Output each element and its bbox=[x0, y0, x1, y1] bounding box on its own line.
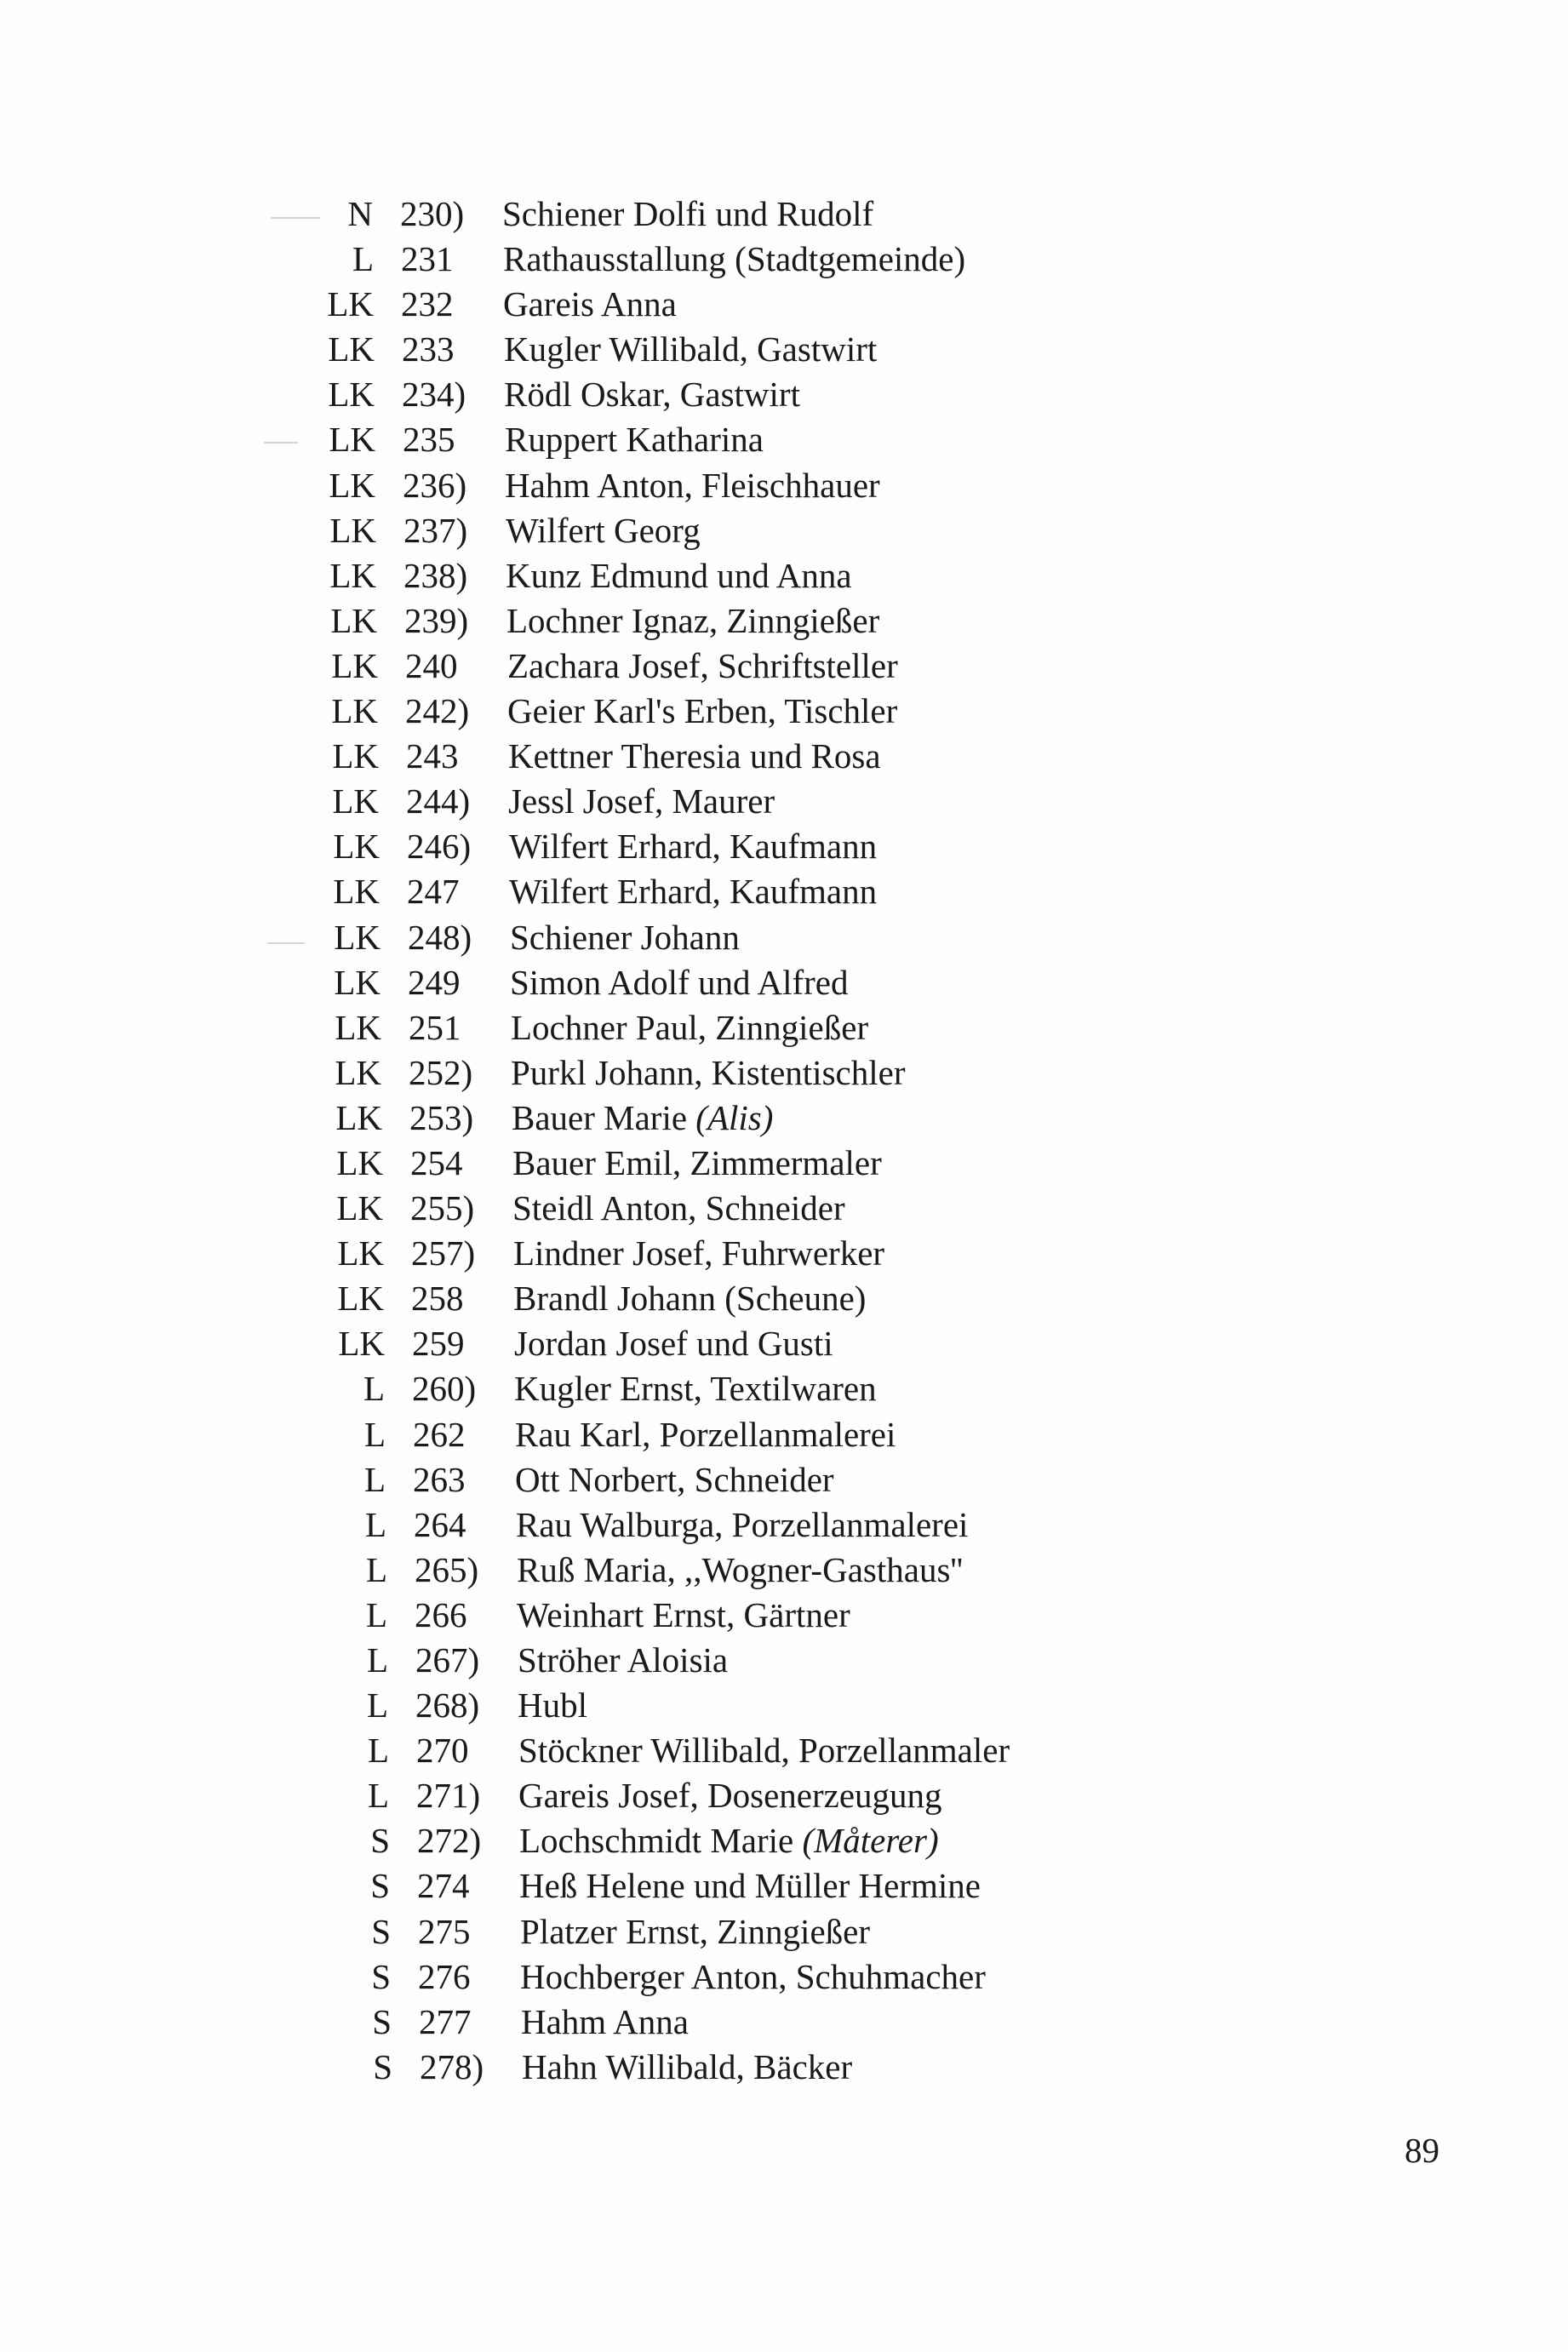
entry-number: 247 bbox=[407, 872, 460, 912]
entry-number: 268) bbox=[415, 1685, 480, 1725]
entry-row bbox=[10, 1186, 1568, 1231]
entry-row bbox=[16, 1728, 1568, 1773]
entry-row bbox=[11, 1276, 1568, 1321]
entry-name bbox=[509, 824, 877, 869]
entry-name bbox=[512, 1186, 845, 1231]
entry-code: L bbox=[366, 1685, 388, 1725]
entry-name-text: Brandl Johann (Scheune) bbox=[513, 1279, 867, 1319]
entry-name bbox=[506, 508, 701, 553]
entry-row bbox=[3, 508, 1568, 553]
entry-name bbox=[514, 1366, 877, 1411]
entry-name-text: Schiener Johann bbox=[510, 917, 740, 957]
entry-row bbox=[2, 327, 1568, 372]
entry-code: LK bbox=[333, 827, 380, 867]
page-number: 89 bbox=[1405, 2131, 1439, 2170]
entry-name bbox=[502, 192, 873, 237]
entry-code: L bbox=[367, 1731, 389, 1771]
entry-row bbox=[12, 1366, 1568, 1411]
entry-code: LK bbox=[335, 1052, 381, 1092]
entry-name-text: Platzer Ernst, Zinngießer bbox=[520, 1911, 871, 1951]
entry-number: 272) bbox=[417, 1821, 482, 1861]
entry-number: 270 bbox=[416, 1731, 469, 1771]
entry-code: L bbox=[366, 1640, 388, 1680]
entry-name-text: Rödl Oskar, Gastwirt bbox=[504, 375, 800, 415]
entry-name bbox=[508, 779, 775, 824]
entry-code: L bbox=[363, 1369, 385, 1409]
entry-name-text: Ströher Aloisia bbox=[518, 1640, 729, 1680]
entry-name bbox=[510, 915, 740, 960]
entry-name bbox=[514, 1321, 833, 1366]
entry-row bbox=[4, 598, 1568, 644]
entry-number: 244) bbox=[406, 781, 471, 821]
entry-name-text: Rau Walburga, Porzellanmalerei bbox=[516, 1504, 969, 1544]
entry-number: 259 bbox=[412, 1324, 465, 1364]
entry-row bbox=[8, 960, 1568, 1005]
entry-number: 242) bbox=[405, 691, 470, 731]
entry-row bbox=[9, 1005, 1568, 1050]
entry-code: LK bbox=[336, 1142, 383, 1182]
entry-name bbox=[515, 1457, 834, 1502]
entry-name bbox=[516, 1502, 968, 1548]
entry-name-text: Simon Adolf und Alfred bbox=[510, 962, 849, 1002]
entry-number: 232 bbox=[401, 284, 454, 324]
entry-code: S bbox=[370, 1821, 390, 1861]
entry-row bbox=[14, 1502, 1568, 1548]
entry-number: 248) bbox=[408, 917, 472, 957]
entry-name-text: Hahm Anna bbox=[521, 2001, 689, 2041]
entry-code: LK bbox=[335, 1097, 382, 1137]
entry-row bbox=[13, 1412, 1568, 1457]
entry-number: 271) bbox=[416, 1776, 481, 1816]
entry-code: L bbox=[365, 1549, 387, 1589]
entry-row bbox=[6, 779, 1568, 824]
entry-code: LK bbox=[328, 375, 375, 415]
entry-row bbox=[6, 734, 1568, 779]
entry-name-text: Gareis Josef, Dosenerzeugung bbox=[518, 1776, 942, 1816]
entry-name bbox=[513, 1276, 866, 1321]
entry-number: 276 bbox=[418, 1956, 471, 1996]
entry-number: 262 bbox=[413, 1414, 466, 1454]
entry-number: 274 bbox=[417, 1866, 470, 1906]
entry-number: 267) bbox=[415, 1640, 480, 1680]
entry-name-text: Hochberger Anton, Schuhmacher bbox=[520, 1956, 986, 1996]
entry-name-text: Kugler Willibald, Gastwirt bbox=[504, 329, 878, 369]
entry-name-text: Bauer Marie bbox=[512, 1097, 688, 1137]
entry-name bbox=[520, 1909, 870, 1954]
entry-number: 263 bbox=[413, 1459, 466, 1499]
entry-code: S bbox=[370, 1866, 390, 1906]
entry-number: 278) bbox=[420, 2046, 484, 2086]
entry-name-text: Kettner Theresia und Rosa bbox=[508, 736, 881, 776]
entry-row bbox=[8, 915, 1568, 960]
entry-row bbox=[14, 1548, 1568, 1593]
entry-name bbox=[521, 2000, 689, 2045]
entry-code: LK bbox=[329, 510, 376, 550]
entry-code: S bbox=[371, 1956, 391, 1996]
entry-name-text: Lochschmidt Marie bbox=[519, 1821, 794, 1861]
entry-code: LK bbox=[333, 872, 380, 912]
entry-code: LK bbox=[334, 962, 381, 1002]
entry-name-text: Ott Norbert, Schneider bbox=[515, 1459, 834, 1499]
entry-name-text: Jessl Josef, Maurer bbox=[508, 781, 775, 821]
entry-name bbox=[510, 960, 848, 1005]
entry-code: LK bbox=[331, 691, 378, 731]
entry-number: 252) bbox=[409, 1052, 473, 1092]
entry-code: LK bbox=[338, 1324, 385, 1364]
entry-number: 238) bbox=[403, 555, 468, 595]
entry-name-text: Stöckner Willibald, Porzellanmaler bbox=[518, 1731, 1010, 1771]
entry-name-text: Jordan Josef und Gusti bbox=[514, 1324, 833, 1364]
entry-number: 246) bbox=[407, 827, 472, 867]
entry-name-text: Schiener Dolfi und Rudolf bbox=[502, 194, 874, 233]
entry-code: S bbox=[372, 2001, 392, 2041]
entry-name bbox=[506, 553, 852, 598]
entry-name-text: Purkl Johann, Kistentischler bbox=[511, 1052, 906, 1092]
entry-number: 275 bbox=[418, 1911, 471, 1951]
entry-row bbox=[2, 372, 1568, 417]
entry-name-text: Heß Helene und Müller Hermine bbox=[519, 1866, 981, 1906]
entry-code: LK bbox=[335, 1007, 381, 1047]
entry-note: (Alis) bbox=[695, 1097, 774, 1137]
entry-row bbox=[18, 1909, 1568, 1954]
entry-row bbox=[3, 553, 1568, 598]
entry-number: 234) bbox=[402, 375, 466, 415]
entry-name bbox=[505, 463, 880, 508]
entry-code: LK bbox=[332, 736, 379, 776]
entry-name-text: Hahn Willibald, Bäcker bbox=[522, 2046, 853, 2086]
entry-number: 251 bbox=[409, 1007, 461, 1047]
entry-code: LK bbox=[330, 600, 377, 640]
entry-number: 243 bbox=[406, 736, 459, 776]
entry-number: 260) bbox=[412, 1369, 477, 1409]
entry-row bbox=[16, 1773, 1568, 1818]
entry-name bbox=[519, 1863, 981, 1908]
entry-code: L bbox=[363, 1414, 386, 1454]
entry-number: 266 bbox=[415, 1594, 467, 1634]
entry-row bbox=[14, 1593, 1568, 1638]
entry-row bbox=[7, 824, 1568, 869]
entry-code: LK bbox=[337, 1279, 384, 1319]
entry-name bbox=[513, 1231, 884, 1276]
entry-row bbox=[0, 192, 1568, 237]
entry-row bbox=[1, 282, 1568, 327]
entry-number: 254 bbox=[410, 1142, 463, 1182]
entry-code: S bbox=[371, 1911, 391, 1951]
entry-name bbox=[508, 734, 881, 779]
entry-name-text: Gareis Anna bbox=[503, 284, 677, 324]
entry-note: (Måterer) bbox=[802, 1821, 939, 1861]
entry-row bbox=[9, 1050, 1568, 1096]
entry-row bbox=[17, 1818, 1568, 1863]
entry-number: 230) bbox=[400, 194, 465, 233]
entry-row bbox=[17, 1863, 1568, 1908]
entry-code: LK bbox=[334, 917, 381, 957]
entry-name bbox=[503, 282, 677, 327]
entry-name bbox=[512, 1096, 773, 1141]
entry-code: L bbox=[363, 1459, 386, 1499]
entry-number: 258 bbox=[411, 1279, 464, 1319]
entry-row bbox=[18, 1954, 1568, 2000]
entry-row bbox=[5, 644, 1568, 689]
entry-name bbox=[504, 372, 800, 417]
entry-code: LK bbox=[328, 329, 375, 369]
entry-name bbox=[518, 1728, 1010, 1773]
entry-code: LK bbox=[329, 465, 375, 505]
entry-number: 240 bbox=[405, 645, 458, 685]
entry-name-text: Rathausstallung (Stadtgemeinde) bbox=[503, 239, 966, 279]
entry-name bbox=[507, 644, 898, 689]
entry-name-text: Steidl Anton, Schneider bbox=[512, 1188, 845, 1228]
entry-number: 249 bbox=[408, 962, 461, 1002]
entry-name bbox=[515, 1412, 896, 1457]
entry-name bbox=[520, 1954, 986, 2000]
entry-name bbox=[505, 417, 764, 462]
entry-row bbox=[12, 1321, 1568, 1366]
entry-code: LK bbox=[332, 781, 379, 821]
entry-code: N bbox=[347, 194, 373, 233]
entry-name-text: Lindner Josef, Fuhrwerker bbox=[513, 1233, 885, 1273]
entry-name bbox=[517, 1593, 850, 1638]
entry-number: 233 bbox=[402, 329, 455, 369]
entry-name bbox=[517, 1548, 963, 1593]
entry-row bbox=[13, 1457, 1568, 1502]
entry-code: L bbox=[367, 1776, 389, 1816]
entry-code: L bbox=[352, 239, 374, 279]
entry-name bbox=[507, 689, 897, 734]
entry-number: 264 bbox=[414, 1504, 466, 1544]
entry-code: LK bbox=[329, 555, 376, 595]
entry-row bbox=[9, 1096, 1568, 1141]
entry-row bbox=[3, 417, 1568, 462]
entry-row bbox=[20, 2045, 1568, 2090]
entry-name-text: Hubl bbox=[518, 1685, 587, 1725]
entry-row bbox=[5, 689, 1568, 734]
entry-number: 237) bbox=[403, 510, 468, 550]
entry-code: L bbox=[365, 1594, 387, 1634]
entry-code: LK bbox=[329, 420, 375, 460]
entry-name-text: Wilfert Georg bbox=[506, 510, 701, 550]
entry-code: LK bbox=[336, 1188, 383, 1228]
entry-name bbox=[518, 1683, 587, 1728]
entry-name-text: Lochner Ignaz, Zinngießer bbox=[506, 600, 880, 640]
entry-name-text: Bauer Emil, Zimmermaler bbox=[512, 1142, 882, 1182]
entry-name-text: Ruppert Katharina bbox=[505, 420, 764, 460]
entry-code: LK bbox=[337, 1233, 384, 1273]
entry-name bbox=[511, 1005, 868, 1050]
entry-row bbox=[3, 463, 1568, 508]
entry-number: 231 bbox=[401, 239, 454, 279]
entry-code: LK bbox=[331, 645, 378, 685]
entry-name-text: Kugler Ernst, Textilwaren bbox=[514, 1369, 877, 1409]
entry-name bbox=[518, 1773, 942, 1818]
entry-number: 255) bbox=[410, 1188, 475, 1228]
entry-name-text: Ruß Maria, ,,Wogner-Gasthaus'' bbox=[517, 1549, 964, 1589]
entry-row bbox=[1, 237, 1568, 282]
entry-list bbox=[0, 192, 1568, 2090]
entry-number: 236) bbox=[403, 465, 467, 505]
entry-name-text: Geier Karl's Erben, Tischler bbox=[507, 691, 898, 731]
entry-name bbox=[509, 869, 877, 914]
entry-code: S bbox=[373, 2046, 392, 2086]
entry-name bbox=[518, 1638, 728, 1683]
entry-name-text: Zachara Josef, Schriftsteller bbox=[507, 645, 898, 685]
entry-row bbox=[15, 1638, 1568, 1683]
entry-name bbox=[512, 1141, 882, 1186]
entry-number: 277 bbox=[419, 2001, 472, 2041]
entry-name-text: Lochner Paul, Zinngießer bbox=[511, 1007, 869, 1047]
entry-name bbox=[504, 327, 877, 372]
entry-row bbox=[7, 869, 1568, 914]
entry-name-text: Wilfert Erhard, Kaufmann bbox=[509, 827, 878, 867]
entry-row bbox=[10, 1141, 1568, 1186]
entry-name-text: Wilfert Erhard, Kaufmann bbox=[509, 872, 878, 912]
entry-row bbox=[15, 1683, 1568, 1728]
entry-name-text: Hahm Anton, Fleischhauer bbox=[505, 465, 880, 505]
entry-number: 257) bbox=[411, 1233, 476, 1273]
entry-name bbox=[506, 598, 879, 644]
entry-number: 235 bbox=[403, 420, 455, 460]
entry-name bbox=[511, 1050, 905, 1096]
entry-code: LK bbox=[327, 284, 374, 324]
entry-name-text: Rau Karl, Porzellanmalerei bbox=[515, 1414, 896, 1454]
entry-name bbox=[522, 2045, 852, 2090]
entry-number: 239) bbox=[404, 600, 469, 640]
entry-code: L bbox=[364, 1504, 386, 1544]
entry-number: 265) bbox=[415, 1549, 479, 1589]
entry-name bbox=[503, 237, 965, 282]
entry-number: 253) bbox=[409, 1097, 474, 1137]
entry-name bbox=[519, 1818, 939, 1863]
entry-name-text: Weinhart Ernst, Gärtner bbox=[517, 1594, 850, 1634]
entry-row bbox=[11, 1231, 1568, 1276]
entry-name-text: Kunz Edmund und Anna bbox=[506, 555, 852, 595]
entry-row bbox=[19, 2000, 1568, 2045]
